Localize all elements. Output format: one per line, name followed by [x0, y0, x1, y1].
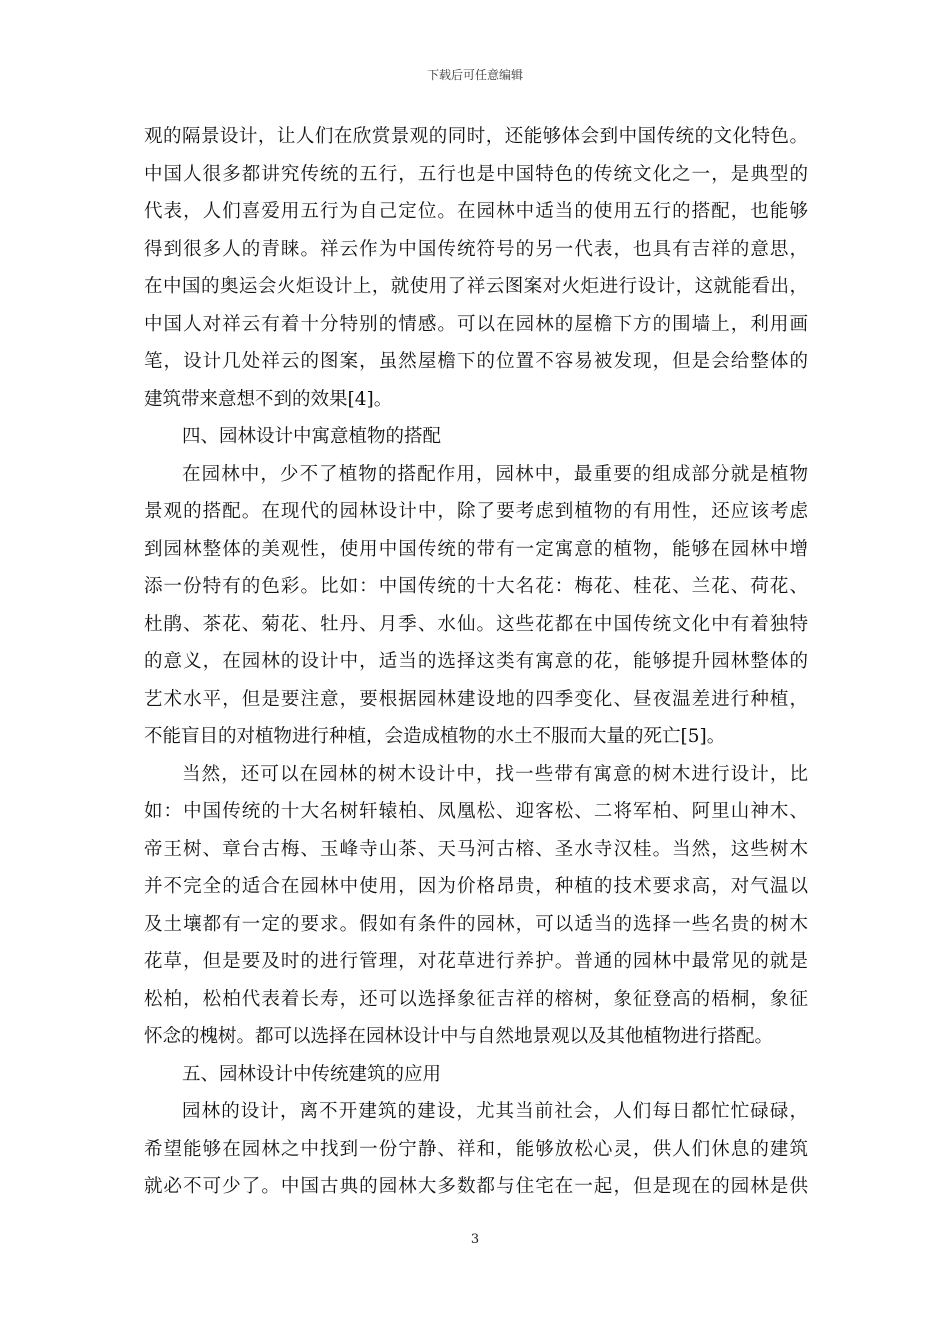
text-line: 在园林中，少不了植物的搭配作用，园林中，最重要的组成部分就是植物	[182, 463, 808, 485]
text-line: 不能盲目的对植物进行种植，会造成植物的水土不服而大量的死亡[5]。	[144, 726, 726, 747]
text-line: 到园林整体的美观性，使用中国传统的带有一定寓意的植物，能够在园林中增	[144, 538, 808, 560]
text-line: 杜鹃、茶花、菊花、牡丹、月季、水仙。这些花都在中国传统文化中有着独特	[144, 613, 808, 635]
text-line: 艺术水平，但是要注意，要根据园林建设地的四季变化、昼夜温差进行种植，	[144, 688, 808, 710]
text-line: 在中国的奥运会火炬设计上，就使用了祥云图案对火炬进行设计，这就能看出，	[144, 276, 808, 297]
text-line: 中国人对祥云有着十分特别的情感。可以在园林的屋檐下方的围墙上，利用画	[144, 313, 808, 335]
text-line: 怀念的槐树。都可以选择在园林设计中与自然地景观以及其他植物进行搭配。	[144, 1026, 774, 1047]
heading-text: 四、园林设计中寓意植物的搭配	[182, 426, 442, 447]
text-line: 景观的搭配。在现代的园林设计中，除了要考虑到植物的有用性，还应该考虑	[144, 501, 808, 522]
text-line: 希望能够在园林之中找到一份宁静、祥和，能够放松心灵，供人们休息的建筑	[144, 1138, 808, 1160]
section-heading	[144, 1056, 808, 1094]
text-line: 中国人很多都讲究传统的五行，五行也是中国特色的传统文化之一，是典型的	[144, 163, 808, 185]
text-line: 及土壤都有一定的要求。假如有条件的园林，可以适当的选择一些名贵的树木	[144, 913, 808, 935]
text-line: 的意义，在园林的设计中，适当的选择这类有寓意的花，能够提升园林整体的	[144, 651, 808, 672]
paragraph	[144, 118, 808, 418]
text-line: 如：中国传统的十大名树轩辕柏、凤凰松、迎客松、二将军柏、阿里山神木、	[144, 801, 808, 822]
paragraph	[144, 456, 808, 756]
text-line: 松柏，松柏代表着长寿，还可以选择象征吉祥的榕树，象征登高的梧桐，象征	[144, 988, 808, 1010]
page-header: 下载后可任意编辑	[426, 68, 523, 82]
text-line: 花草，但是要及时的进行管理，对花草进行养护。普通的园林中最常见的就是	[144, 951, 808, 972]
text-line: 观的隔景设计，让人们在欣赏景观的同时，还能够体会到中国传统的文化特色。	[144, 126, 808, 147]
paragraph	[144, 1093, 808, 1206]
text-line: 得到很多人的青睐。祥云作为中国传统符号的另一代表，也具有吉祥的意思，	[144, 238, 808, 260]
text-line: 代表，人们喜爱用五行为自己定位。在园林中适当的使用五行的搭配，也能够	[144, 201, 808, 222]
paragraph	[144, 756, 808, 1056]
page-number: 3	[470, 1232, 480, 1247]
text-line: 添一份特有的色彩。比如：中国传统的十大名花：梅花、桂花、兰花、荷花、	[144, 576, 808, 597]
text-line: 建筑带来意想不到的效果[4]。	[144, 388, 393, 410]
text-line: 并不完全的适合在园林中使用，因为价格昂贵，种植的技术要求高，对气温以	[144, 876, 808, 897]
heading-text: 五、园林设计中传统建筑的应用	[182, 1063, 442, 1085]
text-line: 当然，还可以在园林的树木设计中，找一些带有寓意的树木进行设计，比	[182, 763, 808, 785]
document-body	[144, 118, 808, 1206]
text-line: 就必不可少了。中国古典的园林大多数都与住宅在一起，但是现在的园林是供	[144, 1176, 808, 1197]
text-line: 笔，设计几处祥云的图案，虽然屋檐下的位置不容易被发现，但是会给整体的	[144, 351, 808, 372]
text-line: 帝王树、章台古梅、玉峰寺山茶、天马河古榕、圣水寺汉桂。当然，这些树木	[144, 838, 808, 860]
section-heading	[144, 418, 808, 456]
text-line: 园林的设计，离不开建筑的建设，尤其当前社会，人们每日都忙忙碌碌，	[182, 1101, 808, 1122]
